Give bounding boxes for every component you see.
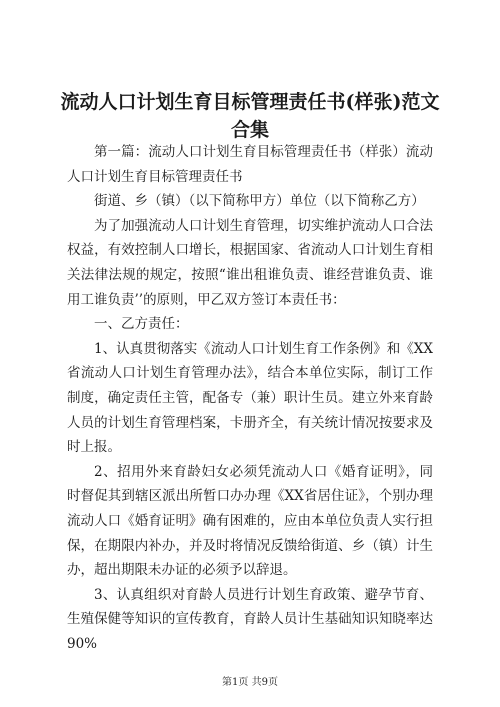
paragraph: 街道、乡（镇）（以下简称甲方）单位（以下简称乙方） xyxy=(94,193,425,210)
document-title: 流动人口计划生育目标管理责任书(样张)范文合集 xyxy=(60,91,440,141)
section-heading: 一、乙方责任： xyxy=(94,316,189,333)
paragraph: 第一篇：流动人口计划生育目标管理责任书（样张）流动人口计划生育目标管理责任书 xyxy=(67,144,433,185)
document-body xyxy=(67,140,433,656)
paragraph: 1、认真贯彻落实《流动人口计划生育工作条例》和《XX省流动人口计划生育管理办法》，结合本单位实际，制订工作制度，确定责任主管，配备专（兼）职计生员。建立外来育龄人员的计划生育管理档案，卡册齐全，有关统计情况按要求及时上报。 xyxy=(67,340,433,456)
paragraph: 为了加强流动人口计划生育管理，切实维护流动人口合法权益，有效控制人口增长，根据国家、省流动人口计划生育相关法律法规的规定，按照“谁出租谁负责、谁经营谁负责、谁用工谁负责’’的原则，甲乙双方签订本责任书： xyxy=(67,217,433,308)
paragraph: 3、认真组织对育龄人员进行计划生育政策、避孕节育、生殖保健等知识的宣传教育，育龄人员计生基础知识知晓率达90% xyxy=(67,586,433,652)
page-footer: 第1页 共9页 xyxy=(222,677,278,688)
paragraph: 2、招用外来育龄妇女必须凭流动人口《婚育证明》，同时督促其到辖区派出所暂口办办理《XX省居住证》，个别办理流动人口《婚育证明》确有困难的，应由本单位负责人实行担保，在期限内补办，并及时将情况反馈给街道、乡（镇）计生办，超出期限未办证的必须予以辞退。 xyxy=(67,463,433,579)
